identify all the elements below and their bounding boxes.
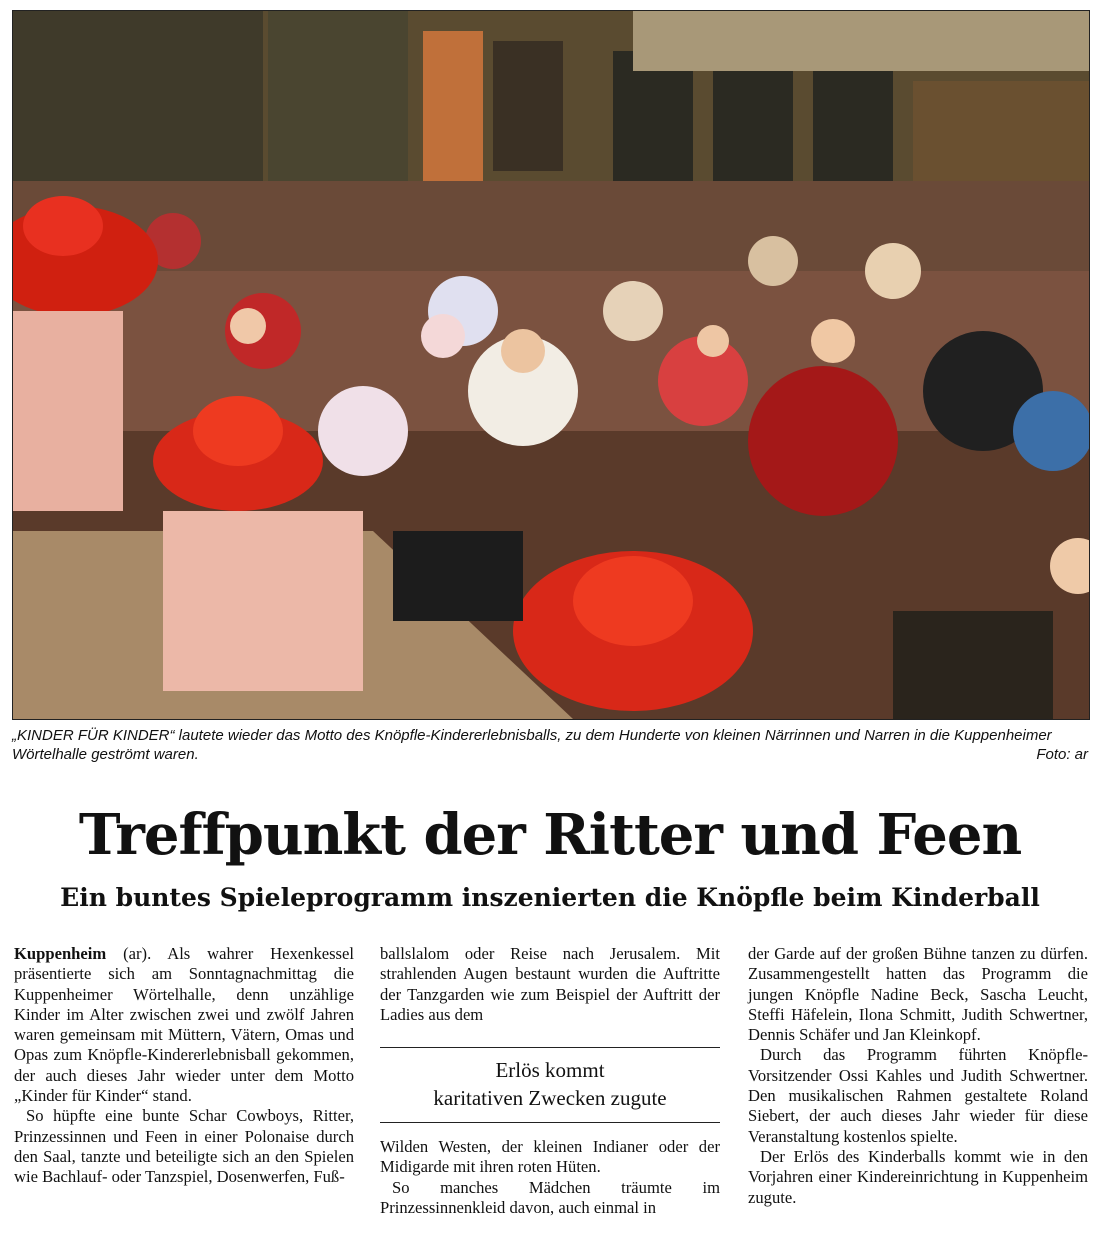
paragraph: [14, 944, 354, 1106]
article-column-3: [748, 944, 1088, 1208]
intertitle-line-2: karitativen Zwecken zugute: [433, 1086, 667, 1111]
intertitle-box: [380, 1047, 720, 1123]
paragraph: Der Erlös des Kinderballs kommt wie in den Vorjahren einer Kindereinrichtung in Kuppenheim zugute.: [748, 1146, 1088, 1207]
photo-crowd-children-carnival-icon: [13, 11, 1089, 719]
caption-text: „KINDER FÜR KINDER“ lautete wieder das Motto des Knöpfle-Kindererlebnisballs, zu dem Hunderte von kleinen Närrinnen und Narren in die Kuppenheimer Wörtelhalle geströmt waren.: [12, 727, 1052, 763]
paragraph: Wilden Westen, der kleinen Indianer oder der Midigarde mit ihren roten Hüten.: [380, 1137, 720, 1177]
article-column-2: [380, 944, 720, 1218]
intertitle-line-1: Erlös kommt: [495, 1058, 605, 1083]
subheadline: Ein buntes Spieleprogramm inszenierten die Knöpfle beim Kinderball: [60, 883, 1040, 912]
paragraph: So manches Mädchen träumte im Prinzessinnenkleid davon, auch einmal in: [380, 1177, 720, 1218]
photo-caption: [12, 726, 1088, 764]
headline: Treffpunkt der Ritter und Feen: [78, 802, 1022, 868]
paragraph: ballslalom oder Reise nach Jerusalem. Mit strahlenden Augen bestaunt wurden die Auftritte der Tanzgarden wie zum Beispiel der Auftritt der Ladies aus dem: [380, 944, 720, 1024]
paragraph: der Garde auf der großen Bühne tanzen zu dürfen. Zusammengestellt hatten das Programm die jungen Knöpfle Nadine Beck, Sascha Leucht, Steffi Häfelein, Ilona Schmitt, Judith Schwertner, Dennis Schäfer und Jan Kleinkopf.: [748, 944, 1088, 1045]
article-column-1: [14, 944, 354, 1188]
photo-credit: Foto: ar: [1036, 746, 1088, 763]
dateline: Kuppenheim: [14, 944, 107, 963]
paragraph: So hüpfte eine bunte Schar Cowboys, Ritter, Prinzessinnen und Feen in einer Polonaise durch den Saal, tanzte und beteiligte sich an den Spielen wie Bachlauf- oder Tanzspiel, Dosenwerfen, Fuß-: [14, 1106, 354, 1187]
paragraph: Durch das Programm führten Knöpfle-Vorsitzender Ossi Kahles und Judith Schwertner. Den musikalischen Rahmen gestaltete Roland Siebert, der auch dieses Jahr wieder für diese Veranstaltung kostenlos spielte.: [748, 1045, 1088, 1146]
paragraph-text: (ar). Als wahrer Hexenkessel präsentierte sich am Sonntagnachmittag die Kuppenheimer Wörtelhalle, denn unzählige Kinder im Alter zwischen zwei und zwölf Jahren waren gemeinsam mit Müttern, Vätern, Omas und Opas zum Knöpfle-Kindererlebnisball gekommen, der auch dieses Jahr wieder unter dem Motto „Kinder für Kinder“ stand.: [14, 944, 354, 1106]
article-photo: [12, 10, 1090, 720]
